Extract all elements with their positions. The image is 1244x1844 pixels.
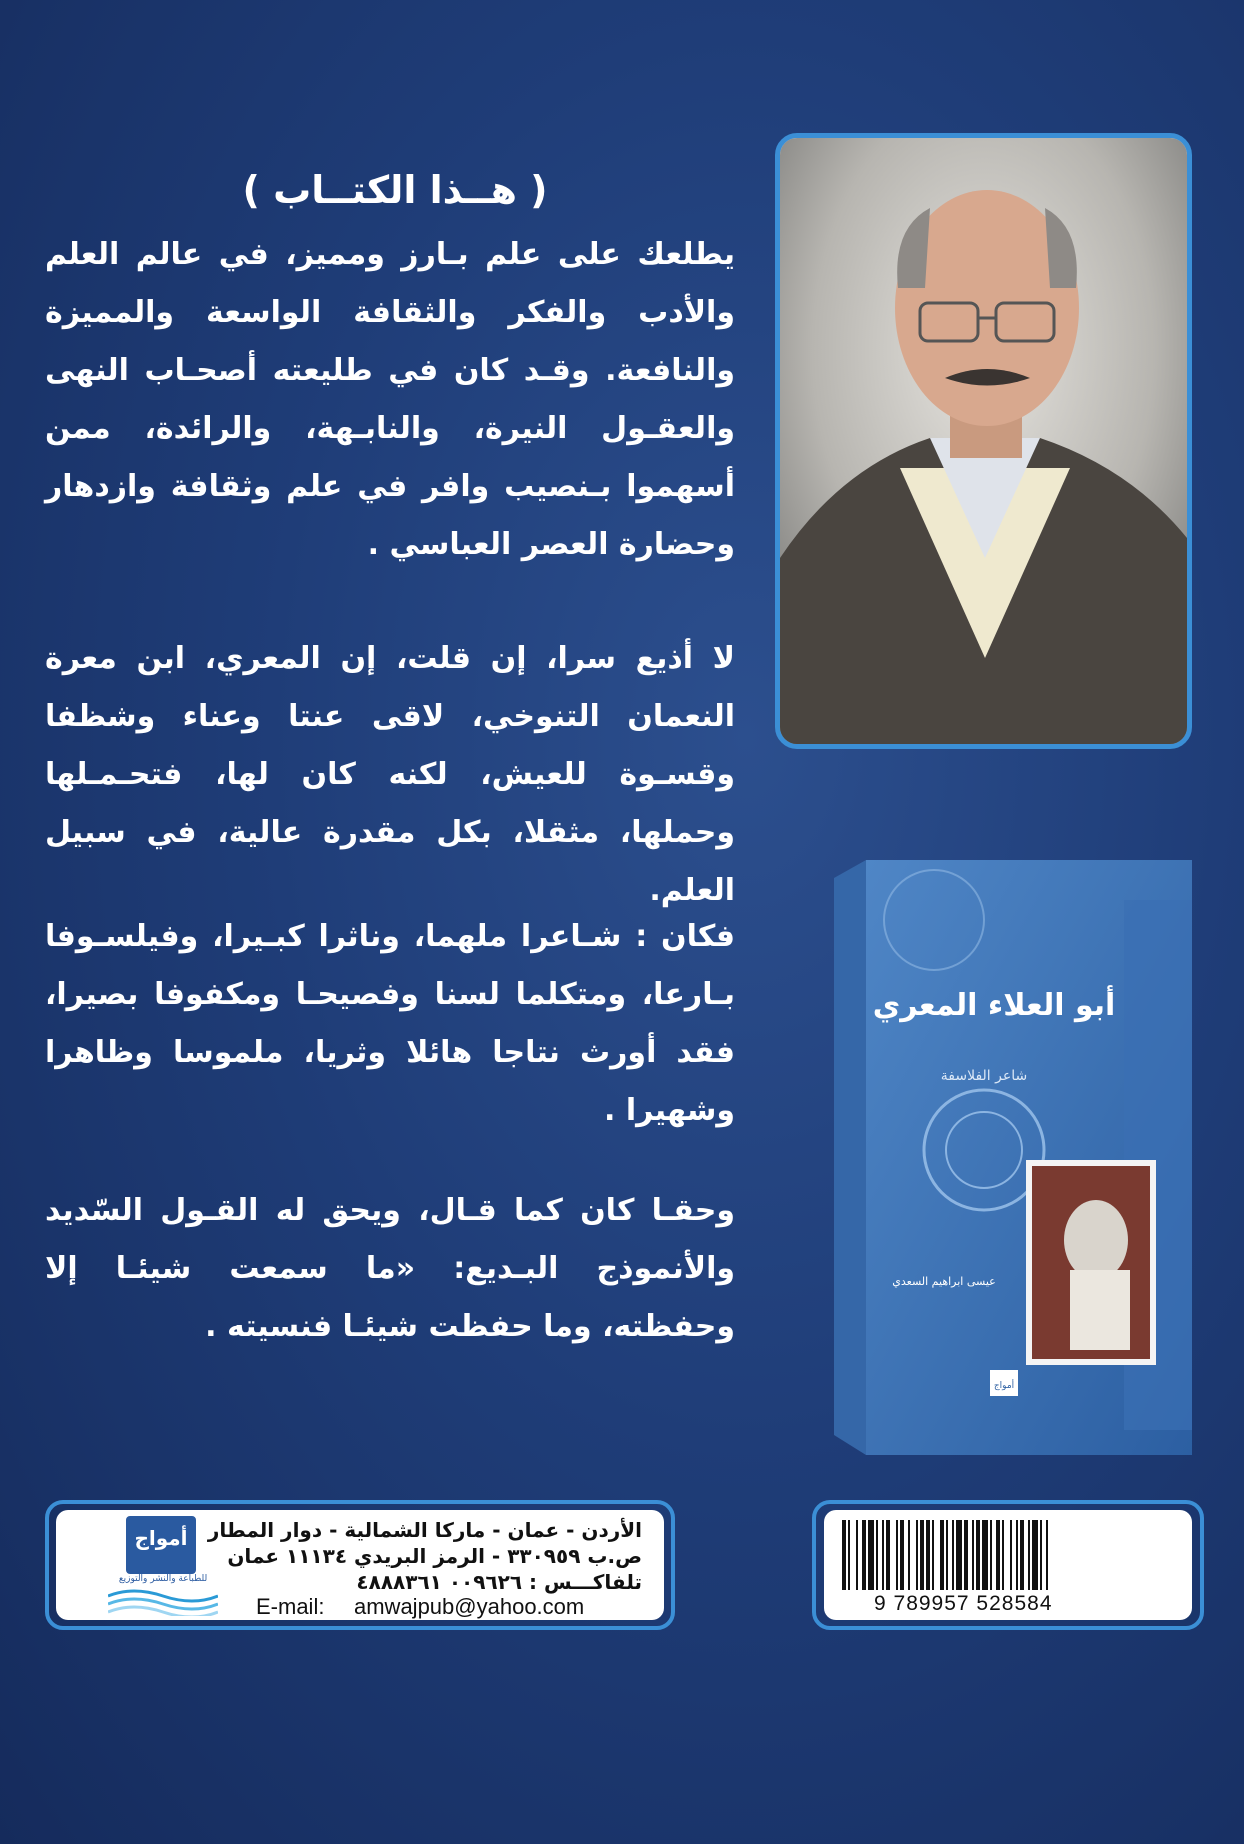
barcode-bar	[1032, 1520, 1038, 1590]
barcode-bar	[916, 1520, 918, 1590]
paragraph-3: فكان : شـاعرا ملهما، وناثرا كبـيرا، وفيلسـوفا بـارعا، ومتكلما لسنا وفصيحـا ومكفوفا بصيرا، فقد أورث نتاجا هائلا وثريا، ملموسا وظاهرا وشهيرا .	[45, 919, 735, 1128]
barcode-bar	[946, 1520, 948, 1590]
quote-paragraph	[45, 1182, 735, 1356]
barcode-bar	[956, 1520, 962, 1590]
waves-icon	[108, 1586, 218, 1616]
book-cover-image	[834, 860, 1192, 1455]
qualities-paragraph	[45, 908, 735, 1140]
barcode-bar	[932, 1520, 934, 1590]
barcode-bar	[1020, 1520, 1024, 1590]
barcode-bar	[982, 1520, 988, 1590]
intro-paragraph	[45, 226, 735, 574]
barcode-bar	[964, 1520, 968, 1590]
barcode-bar	[1028, 1520, 1030, 1590]
barcode-bar	[900, 1520, 904, 1590]
barcode-bar	[990, 1520, 992, 1590]
barcode-bar	[868, 1520, 874, 1590]
address-line-1: الأردن - عمان - ماركا الشمالية - دوار المطار	[207, 1518, 642, 1542]
barcode-bar	[862, 1520, 866, 1590]
publisher-info-box	[56, 1510, 664, 1620]
barcode-bar	[1046, 1520, 1048, 1590]
book-author: عيسى ابراهيم السعدي	[892, 1275, 996, 1288]
logo-text: أمواج	[134, 1526, 188, 1550]
barcode-bar	[908, 1520, 910, 1590]
barcode-bar	[896, 1520, 898, 1590]
barcode-bar	[920, 1520, 924, 1590]
author-portrait-image	[780, 138, 1187, 744]
barcode-bar	[1010, 1520, 1012, 1590]
author-photo	[775, 133, 1192, 749]
publisher-logo	[108, 1516, 218, 1612]
barcode-bar	[1016, 1520, 1018, 1590]
book-subtitle: شاعر الفلاسفة	[940, 1068, 1028, 1084]
section-heading: ( هــذا الكتــاب )	[242, 168, 548, 212]
barcode-bar	[952, 1520, 954, 1590]
email-label: E-mail:	[256, 1594, 325, 1619]
barcode-bar	[1040, 1520, 1042, 1590]
barcode-bar	[842, 1520, 846, 1590]
address-line-2: ص.ب ٣٣٠٩٥٩ - الرمز البريدي ١١١٣٤ عمان	[227, 1544, 642, 1568]
paragraph-1: يطلعك على علم بـارز ومميز، في عالم العلم والأدب والفكر والثقافة الواسعة والمميزة والنافعة. وقـد كان في طليعته أصحـاب النهى والعقـول النيرة، والنابـهة، والرائدة، ممن أسهموا بـنصيب وافر في علم وثقافة وازدهار وحضارة العصر العباسي .	[45, 237, 735, 562]
paragraph-2: لا أذيع سرا، إن قلت، إن المعري، ابن معرة النعمان التنوخي، لاقى عنتا وعناء وشظفا وقسـوة للعيش، لكنه كان لها، فتحـمـلها وحملها، مثقلا، بكل مقدرة عالية، في سبيل العلم.	[45, 641, 735, 908]
book-publisher-mark: أمواج	[993, 1381, 1015, 1391]
biography-paragraph	[45, 630, 735, 920]
barcode-bar	[882, 1520, 884, 1590]
barcode-box	[824, 1510, 1192, 1620]
barcode-bar	[886, 1520, 890, 1590]
barcode-bar	[876, 1520, 878, 1590]
barcode-bar	[1002, 1520, 1004, 1590]
logo-subtext: للطباعة والنشر والتوزيع	[118, 1574, 208, 1584]
barcode-number: 9 789957 528584	[874, 1592, 1053, 1615]
book-cover	[834, 860, 1192, 1455]
barcode-bar	[972, 1520, 974, 1590]
barcode-bar	[976, 1520, 980, 1590]
barcode-bar	[940, 1520, 944, 1590]
barcode-bar	[996, 1520, 1000, 1590]
book-title: أبو العلاء المعري	[872, 988, 1116, 1023]
paragraph-4: وحقـا كان كما قـال، ويحق له القـول السّديد والأنموذج البـديع: «ما سمعت شيئـا إلا وحفظته، وما حفظت شيئـا فنسيته .	[45, 1193, 735, 1344]
barcode-bar	[848, 1520, 850, 1590]
address-line-3: تلفاكـــس : ٠٠٩٦٢٦ ٤٨٨٨٣٦١	[356, 1570, 642, 1594]
barcode-bar	[926, 1520, 930, 1590]
email-address[interactable]: amwajpub@yahoo.com	[354, 1594, 585, 1619]
barcode-bar	[856, 1520, 858, 1590]
barcode-bars	[842, 1520, 1172, 1590]
